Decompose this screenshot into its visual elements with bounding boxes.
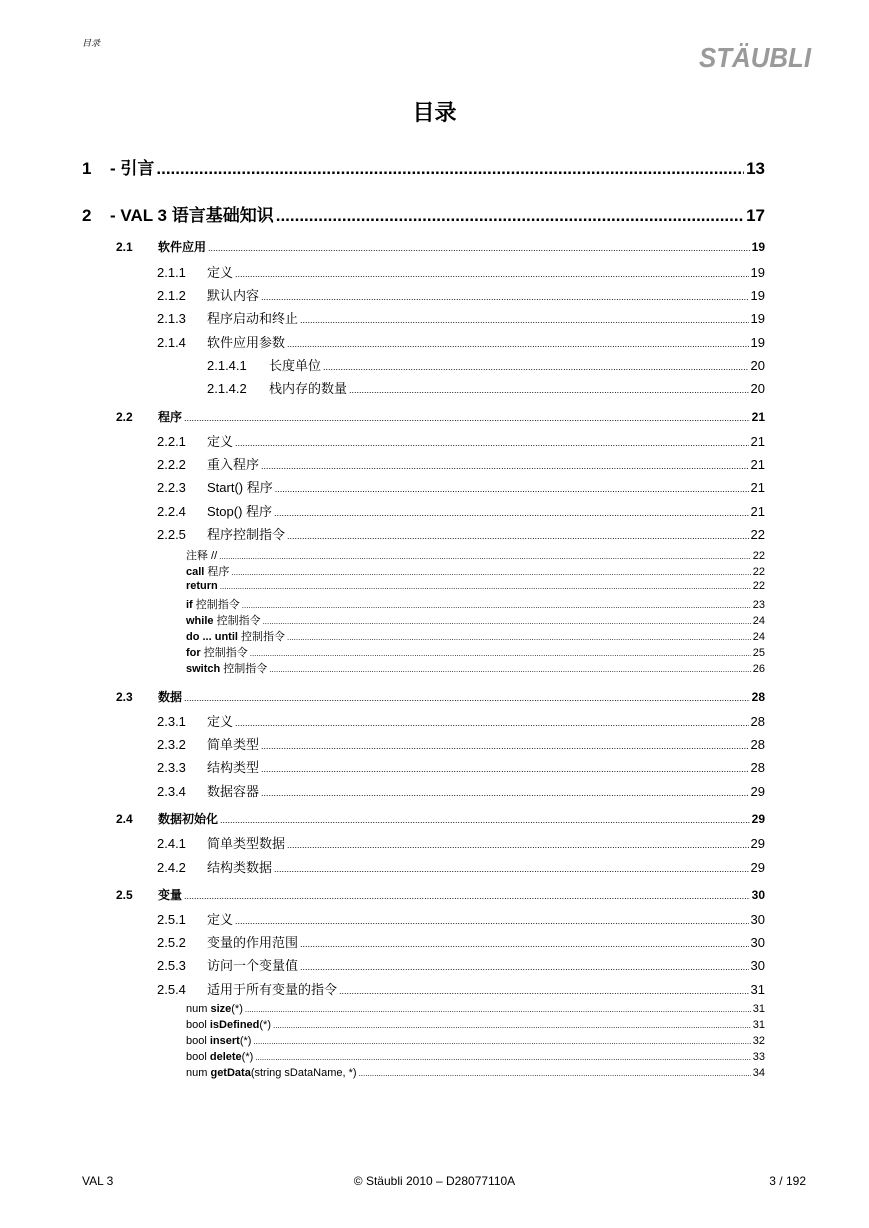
entry-title (186, 660, 267, 676)
entry-page: 30 (750, 912, 765, 927)
entry-page: 29 (750, 836, 765, 851)
entry-number: 2.1.1 (157, 265, 186, 280)
entry-keyword: size (210, 1003, 232, 1015)
entry-title (186, 612, 261, 628)
entry-keyword: call (186, 566, 205, 578)
entry-keyword: isDefined (209, 1019, 260, 1031)
entry-title (186, 644, 248, 660)
entry-title (186, 1003, 243, 1015)
entry-title (186, 628, 285, 644)
toc-chapter-2[interactable] (82, 201, 765, 226)
entry-prefix: num (186, 1067, 211, 1079)
entry-prefix: bool (186, 1035, 210, 1047)
entry-prefix: num (186, 1003, 211, 1015)
toc-subsection-entry[interactable] (157, 979, 765, 998)
dot-leader (253, 1037, 750, 1046)
entry-prefix: bool (186, 1051, 210, 1063)
dot-leader (300, 962, 749, 972)
entry-number: 2.1.4.1 (207, 358, 247, 373)
toc-subsection-entry[interactable] (157, 711, 765, 730)
entry-keyword: return (186, 580, 218, 592)
entry-title: 定义 (207, 912, 234, 927)
toc-subsection-entry[interactable] (157, 332, 765, 351)
dot-leader (220, 582, 751, 591)
entry-title: Stop() 程序 (207, 504, 273, 519)
entry-page: 31 (750, 982, 765, 997)
entry-title: 适用于所有变量的指令 (207, 982, 338, 997)
toc-subsection-entry[interactable] (157, 524, 765, 543)
entry-number: 2.5.1 (157, 912, 186, 927)
entry-number: 2.3.1 (157, 714, 186, 729)
toc-instruction-entry[interactable] (186, 580, 765, 592)
entry-title: 默认内容 (207, 288, 260, 303)
entry-page: 33 (752, 1051, 765, 1063)
entry-number: 2.2.5 (157, 527, 186, 542)
toc-section-entry[interactable] (116, 238, 765, 255)
toc-subsection-entry[interactable] (157, 955, 765, 974)
toc-subsection-entry[interactable] (207, 355, 765, 374)
toc-instruction-entry[interactable] (186, 612, 765, 628)
entry-page: 21 (750, 504, 765, 519)
entry-title: 定义 (207, 265, 234, 280)
entry-number: 2.1 (116, 240, 133, 254)
dot-leader (255, 1053, 750, 1062)
entry-page: 19 (750, 288, 765, 303)
dot-leader (300, 315, 749, 325)
entry-prefix: bool (186, 1019, 210, 1031)
entry-title: 变量 (158, 888, 183, 902)
entry-number: 2.5.4 (157, 982, 186, 997)
entry-number: 2.1.2 (157, 288, 186, 303)
dot-leader (184, 891, 750, 901)
entry-suffix: (*) (259, 1019, 271, 1031)
dot-leader (287, 840, 749, 850)
dot-leader (235, 718, 749, 728)
entry-number: 2.5 (116, 888, 133, 902)
entry-title (186, 563, 229, 579)
entry-keyword: delete (209, 1051, 242, 1063)
entry-page: 29 (750, 784, 765, 799)
toc-section-entry[interactable] (116, 688, 765, 705)
entry-title (186, 580, 218, 592)
entry-page: 20 (750, 381, 765, 396)
entry-page: 34 (752, 1067, 765, 1079)
entry-suffix: (*) (241, 1051, 254, 1063)
dot-leader (156, 159, 744, 179)
entry-title (186, 1067, 357, 1079)
dot-leader (235, 438, 749, 448)
dot-leader (287, 339, 749, 349)
entry-title: 结构类型 (207, 760, 260, 775)
dot-leader (269, 665, 750, 674)
dot-leader (287, 633, 751, 642)
entry-suffix: 控制指令 (220, 663, 268, 675)
dot-leader (261, 788, 749, 798)
toc-instruction-entry[interactable] (186, 563, 765, 579)
entry-page: 20 (750, 358, 765, 373)
toc-section-entry[interactable] (116, 408, 765, 425)
entry-number: 2.2.4 (157, 504, 186, 519)
entry-page: 22 (750, 527, 765, 542)
toc-subsection-entry[interactable] (157, 781, 765, 800)
toc-instruction-entry[interactable] (186, 1003, 765, 1015)
entry-page: 30 (751, 888, 765, 902)
toc-subsection-entry[interactable] (157, 308, 765, 327)
logo-wordmark: STÄUBLI (699, 42, 813, 73)
dot-leader (261, 292, 749, 302)
entry-number: 2.5.2 (157, 935, 186, 950)
entry-title: 定义 (207, 434, 234, 449)
toc-subsection-entry[interactable] (157, 262, 765, 281)
entry-page: 32 (752, 1035, 765, 1047)
entry-title: 简单类型数据 (207, 836, 286, 851)
toc-subsection-entry[interactable] (157, 454, 765, 473)
toc-instruction-entry[interactable] (186, 1019, 765, 1031)
entry-title: 简单类型 (207, 737, 260, 752)
entry-number: 2.1.4.2 (207, 381, 247, 396)
footer-left: VAL 3 (82, 1174, 114, 1188)
entry-title (186, 596, 240, 612)
entry-page: 21 (750, 434, 765, 449)
entry-title: 数据容器 (207, 784, 260, 799)
dot-leader (359, 1069, 751, 1078)
toc-section-entry[interactable] (116, 810, 765, 827)
dot-leader (287, 531, 749, 541)
entry-page: 26 (752, 663, 765, 675)
entry-page: 19 (751, 240, 765, 254)
entry-title (186, 1019, 271, 1031)
entry-suffix: (*) (231, 1003, 243, 1015)
dot-leader (220, 815, 750, 825)
entry-suffix: (string sDataName, *) (250, 1067, 357, 1079)
entry-title: 访问一个变量值 (207, 958, 299, 973)
dot-leader (184, 693, 750, 703)
dot-leader (245, 1005, 751, 1014)
dot-leader (276, 206, 744, 226)
entry-title: 长度单位 (269, 358, 322, 373)
entry-title: 数据 (158, 690, 183, 704)
dot-leader (250, 649, 751, 658)
toc-instruction-entry[interactable] (186, 596, 765, 612)
entry-page: 31 (752, 1003, 765, 1015)
toc-subsection-entry[interactable] (157, 932, 765, 951)
entry-page: 31 (752, 1019, 765, 1031)
entry-suffix: 控制指令 (237, 631, 285, 643)
entry-suffix: (*) (239, 1035, 252, 1047)
dot-leader (235, 916, 749, 926)
entry-title: 程序 (158, 410, 183, 424)
dot-leader (261, 764, 749, 774)
entry-page: 28 (751, 690, 765, 704)
entry-keyword: if (186, 599, 193, 611)
toc-section-entry[interactable] (116, 886, 765, 903)
chapter-number: 1 (82, 159, 92, 178)
entry-number: 2.4 (116, 812, 133, 826)
dot-leader (275, 484, 749, 494)
dot-leader (263, 617, 751, 626)
dot-leader (208, 243, 750, 253)
entry-page: 24 (752, 615, 765, 627)
toc-subsection-entry[interactable] (157, 757, 765, 776)
toc-instruction-entry[interactable] (186, 628, 765, 644)
toc-subsection-entry[interactable] (157, 501, 765, 520)
dot-leader (300, 939, 749, 949)
dot-leader (274, 508, 749, 518)
entry-keyword: getData (210, 1067, 251, 1079)
entry-title (186, 547, 217, 563)
entry-suffix: 程序 (204, 566, 230, 578)
dot-leader (235, 269, 749, 279)
entry-number: 2.3.2 (157, 737, 186, 752)
entry-page: 28 (750, 737, 765, 752)
entry-keyword: insert (209, 1035, 240, 1047)
chapter-title: - 引言 (110, 159, 155, 178)
entry-keyword: for (186, 647, 201, 659)
entry-page: 24 (752, 631, 765, 643)
dot-leader (219, 552, 751, 561)
dot-leader (349, 385, 749, 395)
header-section-label: 目录 (82, 38, 101, 48)
toc-subsection-entry[interactable] (207, 378, 765, 397)
entry-title: Start() 程序 (207, 480, 273, 495)
chapter-page: 13 (746, 159, 765, 178)
footer-center: © Stäubli 2010 – D28077110A (353, 1174, 516, 1188)
entry-page: 21 (750, 480, 765, 495)
toc-instruction-entry[interactable] (186, 547, 765, 563)
entry-title: 软件应用 (158, 240, 207, 254)
entry-suffix: 控制指令 (213, 615, 261, 627)
dot-leader (261, 461, 749, 471)
entry-number: 2.4.1 (157, 836, 186, 851)
entry-keyword: while (186, 615, 214, 627)
entry-title: 变量的作用范围 (207, 935, 299, 950)
entry-number: 2.3 (116, 690, 133, 704)
entry-title: 程序启动和终止 (207, 311, 299, 326)
entry-page: 19 (750, 335, 765, 350)
entry-title: 软件应用参数 (207, 335, 286, 350)
dot-leader (339, 986, 749, 996)
entry-page: 23 (752, 599, 765, 611)
entry-number: 2.2.1 (157, 434, 186, 449)
toc-subsection-entry[interactable] (157, 833, 765, 852)
entry-page: 29 (750, 860, 765, 875)
toc-instruction-entry[interactable] (186, 1035, 765, 1047)
entry-title: 结构类数据 (207, 860, 273, 875)
entry-keyword: switch (186, 663, 221, 675)
entry-page: 22 (752, 550, 765, 562)
footer-page-number: 3 / 192 (769, 1174, 806, 1188)
dot-leader (184, 413, 750, 423)
entry-page: 19 (750, 311, 765, 326)
toc-instruction-entry[interactable] (186, 1051, 765, 1063)
entry-page: 25 (752, 647, 765, 659)
entry-number: 2.2 (116, 410, 133, 424)
dot-leader (273, 1021, 751, 1030)
entry-page: 28 (750, 760, 765, 775)
entry-number: 2.4.2 (157, 860, 186, 875)
entry-suffix: 控制指令 (200, 647, 248, 659)
entry-number: 2.5.3 (157, 958, 186, 973)
dot-leader (261, 741, 749, 751)
entry-keyword: do ... until (186, 631, 238, 643)
page-title: 目录 (412, 100, 457, 125)
staubli-logo (697, 37, 813, 73)
entry-number: 2.3.4 (157, 784, 186, 799)
entry-page: 29 (751, 812, 765, 826)
dot-leader (231, 568, 750, 577)
toc-subsection-entry[interactable] (157, 477, 765, 496)
entry-page: 21 (751, 410, 765, 424)
toc-instruction-entry[interactable] (186, 644, 765, 660)
entry-title (186, 1035, 251, 1047)
toc-subsection-entry[interactable] (157, 734, 765, 753)
entry-number: 2.1.4 (157, 335, 186, 350)
entry-title: 数据初始化 (158, 812, 219, 826)
entry-title (186, 1051, 253, 1063)
entry-page: 22 (752, 566, 765, 578)
entry-title: 程序控制指令 (207, 527, 286, 542)
toc-instruction-entry[interactable] (186, 1067, 765, 1079)
entry-page: 19 (750, 265, 765, 280)
dot-leader (242, 601, 751, 610)
entry-page: 30 (750, 958, 765, 973)
entry-page: 28 (750, 714, 765, 729)
entry-suffix: 控制指令 (192, 599, 240, 611)
dot-leader (274, 864, 749, 874)
entry-title: 重入程序 (207, 457, 260, 472)
entry-number: 2.3.3 (157, 760, 186, 775)
entry-title: 栈内存的数量 (269, 381, 348, 396)
chapter-number: 2 (82, 206, 92, 225)
toc-subsection-entry[interactable] (157, 857, 765, 876)
entry-suffix: 注释 // (186, 550, 218, 562)
entry-page: 22 (752, 580, 765, 592)
entry-number: 2.1.3 (157, 311, 186, 326)
entry-number: 2.2.3 (157, 480, 186, 495)
toc-subsection-entry[interactable] (157, 909, 765, 928)
entry-page: 30 (750, 935, 765, 950)
dot-leader (323, 362, 749, 372)
entry-title: 定义 (207, 714, 234, 729)
toc-subsection-entry[interactable] (157, 285, 765, 304)
entry-number: 2.2.2 (157, 457, 186, 472)
chapter-title: - VAL 3 语言基础知识 (110, 206, 274, 225)
toc-chapter-1[interactable] (82, 154, 765, 179)
toc-instruction-entry[interactable] (186, 660, 765, 676)
chapter-page: 17 (746, 206, 765, 225)
toc-subsection-entry[interactable] (157, 431, 765, 450)
entry-page: 21 (750, 457, 765, 472)
